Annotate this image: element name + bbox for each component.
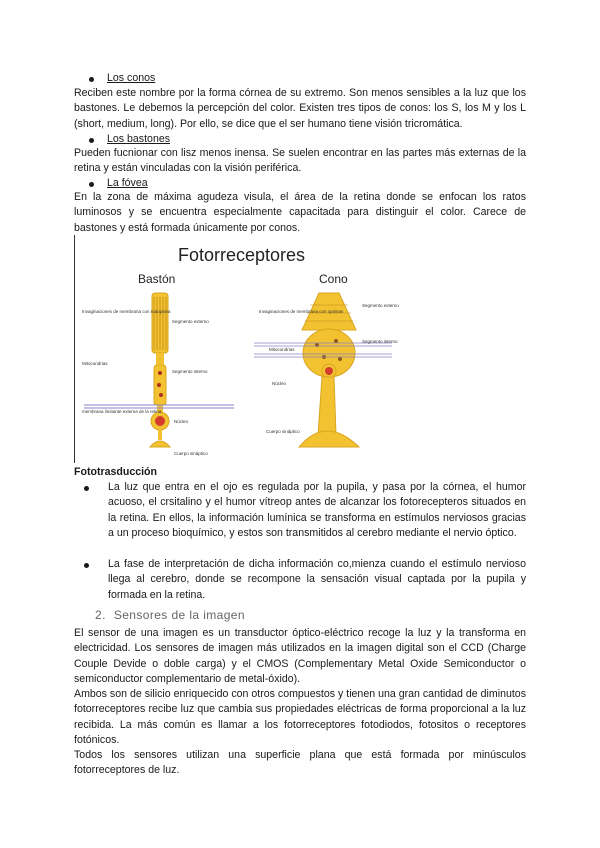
fotorreceptores-diagram (74, 235, 399, 463)
bullet-dot (89, 77, 94, 82)
rod-label-mitocondrias: Mitocondrias (82, 361, 108, 366)
sensores-paragraph-1: El sensor de una imagen es un transductor óptico-eléctrico recoge la luz y la transforma en electricidad. Los sensores de imagen más utilizados en la imagen digital son el CCD (Charge Couple Devide o doble carga) y el CMOS (Complementary Metal Oxide Semiconductor o semiconductor complementario de metal-óxido). (74, 627, 526, 686)
section-title-text: Sensores de la imagen (113, 608, 245, 622)
baston-title: Bastón (138, 272, 176, 286)
figure-title: Fotorreceptores (178, 245, 306, 265)
cone-label-mitocondrias: Mitocondrias (269, 347, 295, 352)
cone-label-invaginaciones: Invaginaciones de membrana con opsinas (259, 309, 344, 314)
section-title (95, 608, 245, 622)
bastones-heading: Los bastones (107, 133, 171, 145)
conos-paragraph: Reciben este nombre por la forma córnea de su extremo. Son menos sensibles a la luz que los bastones. Le debemos la percepción del color. Existen tres tipos de conos: los S, los M y los L (short, medium, long). Por ello, se dice que el ser humano tiene visión tricromática. (74, 87, 526, 130)
rod-label-cuerpo: Cuerpo sináptico (174, 451, 208, 456)
rod-label-segmento-externo: Segmento externo (172, 319, 209, 324)
fototransduccion-heading: Fototrasducción (74, 466, 157, 478)
fovea-paragraph: En la zona de máxima agudeza visula, el área de la retina donde se enfocan los ratos luminosos y se encuentra especialmente capacitada para distinguir el color. Carece de bastones y está formada únicamente por conos. (74, 191, 526, 234)
fototransduccion-item-1: La luz que entra en el ojo es regulada por la pupila, y pasa por la córnea, el humor acuoso, el crsitalino y el humor vítreop antes de alcanzar los fotorecepteros situados en la retina. En ellos, la información lumínica se transforma en estímulos nerviosos gracias a un proceso bioquímico, y estos son transmitidos al cerebro mediante el nervio óptico. (108, 481, 526, 540)
cone-label-segmento-interno: Segmento interno (362, 339, 398, 344)
bastones-paragraph: Pueden fucnionar con lisz menos inensa. Se suelen encontrar en las partes más externas de la retina y están vinculadas con la visión periférica. (74, 147, 526, 175)
conos-heading: Los conos (107, 72, 156, 84)
rod-cell-drawing (150, 293, 170, 447)
sensores-paragraph-2: Ambos son de silicio enriquecido con otros compuestos y tienen una gran cantidad de diminutos fotorreceptores recibe luz que cambia sus propiedades eléctricas de forma proporcional a la luz recibida. La más común es llamar a los fotorreceptores fotodiodos, fotositos o receptores fotónicos. (74, 688, 526, 747)
fototransduccion-item-2: La fase de interpretación de dicha información co,mienza cuando el estímulo nervioso llega al cerebro, donde se recompone la sensación visual captada por la pupila y formada en la retina. (108, 558, 526, 601)
section-number: 2. (95, 608, 106, 622)
rod-label-segmento-interno: Segmento interno (172, 369, 208, 374)
cono-title: Cono (319, 272, 348, 286)
rod-label-nucleo: Núcleo (174, 419, 189, 424)
cone-label-nucleo: Núcleo (272, 381, 287, 386)
bullet-dot (84, 486, 89, 491)
rod-label-membrana: membrana limitante externa de la retina (82, 409, 162, 414)
bullet-dot (84, 563, 89, 568)
cone-label-cuerpo: Cuerpo sináptico (266, 429, 300, 434)
fovea-heading: La fóvea (107, 177, 148, 189)
bullet-dot (89, 182, 94, 187)
fotorreceptores-figure (74, 235, 399, 463)
rod-label-invaginaciones: Invaginaciones de membrana con rodopsina (82, 309, 171, 314)
figure-border-line (74, 235, 75, 463)
bullet-dot (89, 138, 94, 143)
cone-cell-drawing (299, 293, 359, 447)
sensores-paragraph-3: Todos los sensores utilizan una superficie plana que está formada por minúsculos fotorreceptores de luz. (74, 749, 526, 777)
cone-label-segmento-externo: Segmento externo (362, 303, 399, 308)
